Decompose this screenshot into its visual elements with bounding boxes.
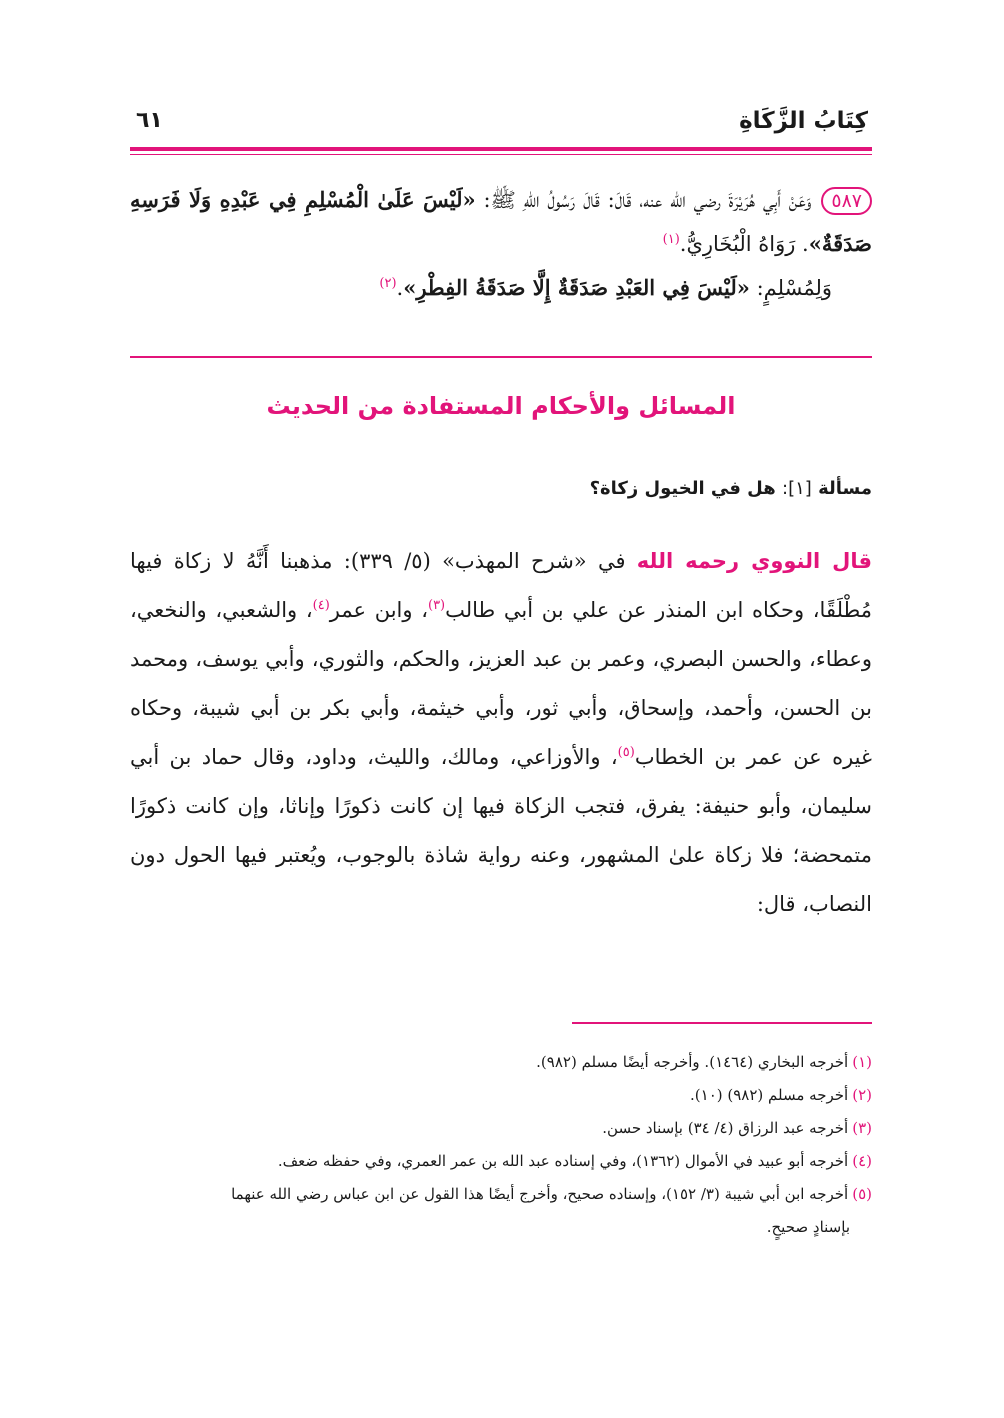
body-part-1: في «شرح المهذب» (٥/ ٣٣٩): مذهبنا أَنَّهُ لا زكاة فيها مُطْلَقًا، وحكاه ابن المنذر عن علي بن أبي طالب (130, 549, 872, 622)
hadith-main (130, 178, 872, 266)
body-paragraph (130, 537, 872, 929)
footnote-text: أخرجه ابن أبي شيبة (٣/ ١٥٢)، وإسناده صحيح، وأخرج أيضًا هذا القول عن ابن عباس رضي الله عنهما (231, 1185, 849, 1203)
body-part-3: ، والشعبي، والنخعي، وعطاء، والحسن البصري، وعمر بن عبد العزيز، والحكم، والثوري، وأبي يوسف، ومحمد بن الحسن، وأحمد، وإسحاق، وأبي ثور، وأبي خيثمة، وأبي بكر بن أبي شيبة، وحكاه غيره عن عمر بن الخطاب (130, 598, 872, 769)
body-part-2: ، وابن عمر (329, 598, 428, 622)
footnote-mark: (٤) (852, 1152, 872, 1170)
page (130, 0, 872, 1418)
hadith-second (130, 266, 872, 310)
footnote-ref-2[interactable]: (٢) (379, 276, 397, 291)
hadith-second-intro: وَلِمُسْلِمٍ: (749, 276, 832, 300)
question-text: هل في الخيول زكاة؟ (589, 478, 776, 499)
footnote-4 (130, 1145, 872, 1178)
footnote-mark: (٢) (852, 1086, 872, 1104)
section-rule (130, 356, 872, 358)
footnote-mark: (١) (852, 1053, 872, 1071)
footnote-ref-4[interactable]: (٤) (312, 598, 330, 613)
question-label: مسألة (818, 478, 872, 499)
body-part-4: ، والأوزاعي، ومالك، والليث، وداود، وقال حماد بن أبي سليمان، وأبو حنيفة: يفرق، فتجب الزكاة فيها إن كانت ذكورًا وإناثا، وإن كانت ذكورًا متمحضة؛ فلا زكاة علىٰ المشهور، وعنه رواية شاذة بالوجوب، ويُعتبر فيها الحول دون النصاب، قال: (130, 745, 872, 916)
footnote-text: أخرجه مسلم (٩٨٢) (١٠). (690, 1086, 849, 1104)
hadith-block (130, 178, 872, 310)
book-title: كِتَابُ الزَّكَاةِ (739, 108, 868, 134)
footnote-2 (130, 1079, 872, 1112)
header-rule-thin (130, 154, 872, 155)
footnote-3 (130, 1112, 872, 1145)
footnote-text: أخرجه عبد الرزاق (٤/ ٣٤) بإسناد حسن. (602, 1119, 849, 1137)
footnote-ref-1[interactable]: (١) (662, 232, 680, 247)
speaker-name: قال النووي رحمه الله (636, 549, 872, 573)
page-header (130, 108, 872, 144)
hadith-intro: وَعَنْ أَبِي هُرَيْرَةَ رضي الله عنه، قَالَ: قَالَ رَسُولُ اللهِ ﷺ: (475, 188, 812, 212)
footnote-ref-5[interactable]: (٥) (617, 745, 635, 760)
footnote-5 (130, 1178, 872, 1244)
hadith-number-badge: ٥٨٧ (821, 187, 872, 215)
footnote-text: أخرجه أبو عبيد في الأموال (١٣٦٢)، وفي إسناده عبد الله بن عمر العمري، وفي حفظه ضعف. (277, 1152, 849, 1170)
page-number: ٦١ (136, 108, 163, 133)
hadith-narrator-note: . رَوَاهُ الْبُخَارِيُّ. (679, 232, 809, 256)
footnote-separator (572, 1022, 872, 1024)
question-number: [١]: (782, 478, 812, 499)
footnote-text: أخرجه البخاري (١٤٦٤). وأخرجه أيضًا مسلم (٩٨٢). (536, 1053, 849, 1071)
footnote-mark: (٥) (852, 1185, 872, 1203)
hadith-matn: «لَيْسَ عَلَىٰ الْمُسْلِمِ فِي عَبْدِهِ وَلَا فَرَسِهِ صَدَقَةٌ» (130, 187, 872, 256)
hadith-second-matn: «لَيْسَ فِي العَبْدِ صَدَقَةٌ إِلَّا صَدَقَةُ الفِطْرِ» (403, 275, 750, 300)
hadith-second-end: . (396, 276, 404, 300)
footnote-1 (130, 1046, 872, 1079)
footnote-ref-3[interactable]: (٣) (427, 598, 446, 613)
footnote-continuation: بإسنادٍ صحيحٍ. (766, 1218, 850, 1236)
footnotes (130, 1046, 872, 1244)
body-text (130, 537, 872, 929)
section-title: المسائل والأحكام المستفادة من الحديث (266, 392, 736, 420)
question-heading (590, 478, 872, 499)
header-rule-thick (130, 147, 872, 151)
footnote-mark: (٣) (852, 1119, 872, 1137)
